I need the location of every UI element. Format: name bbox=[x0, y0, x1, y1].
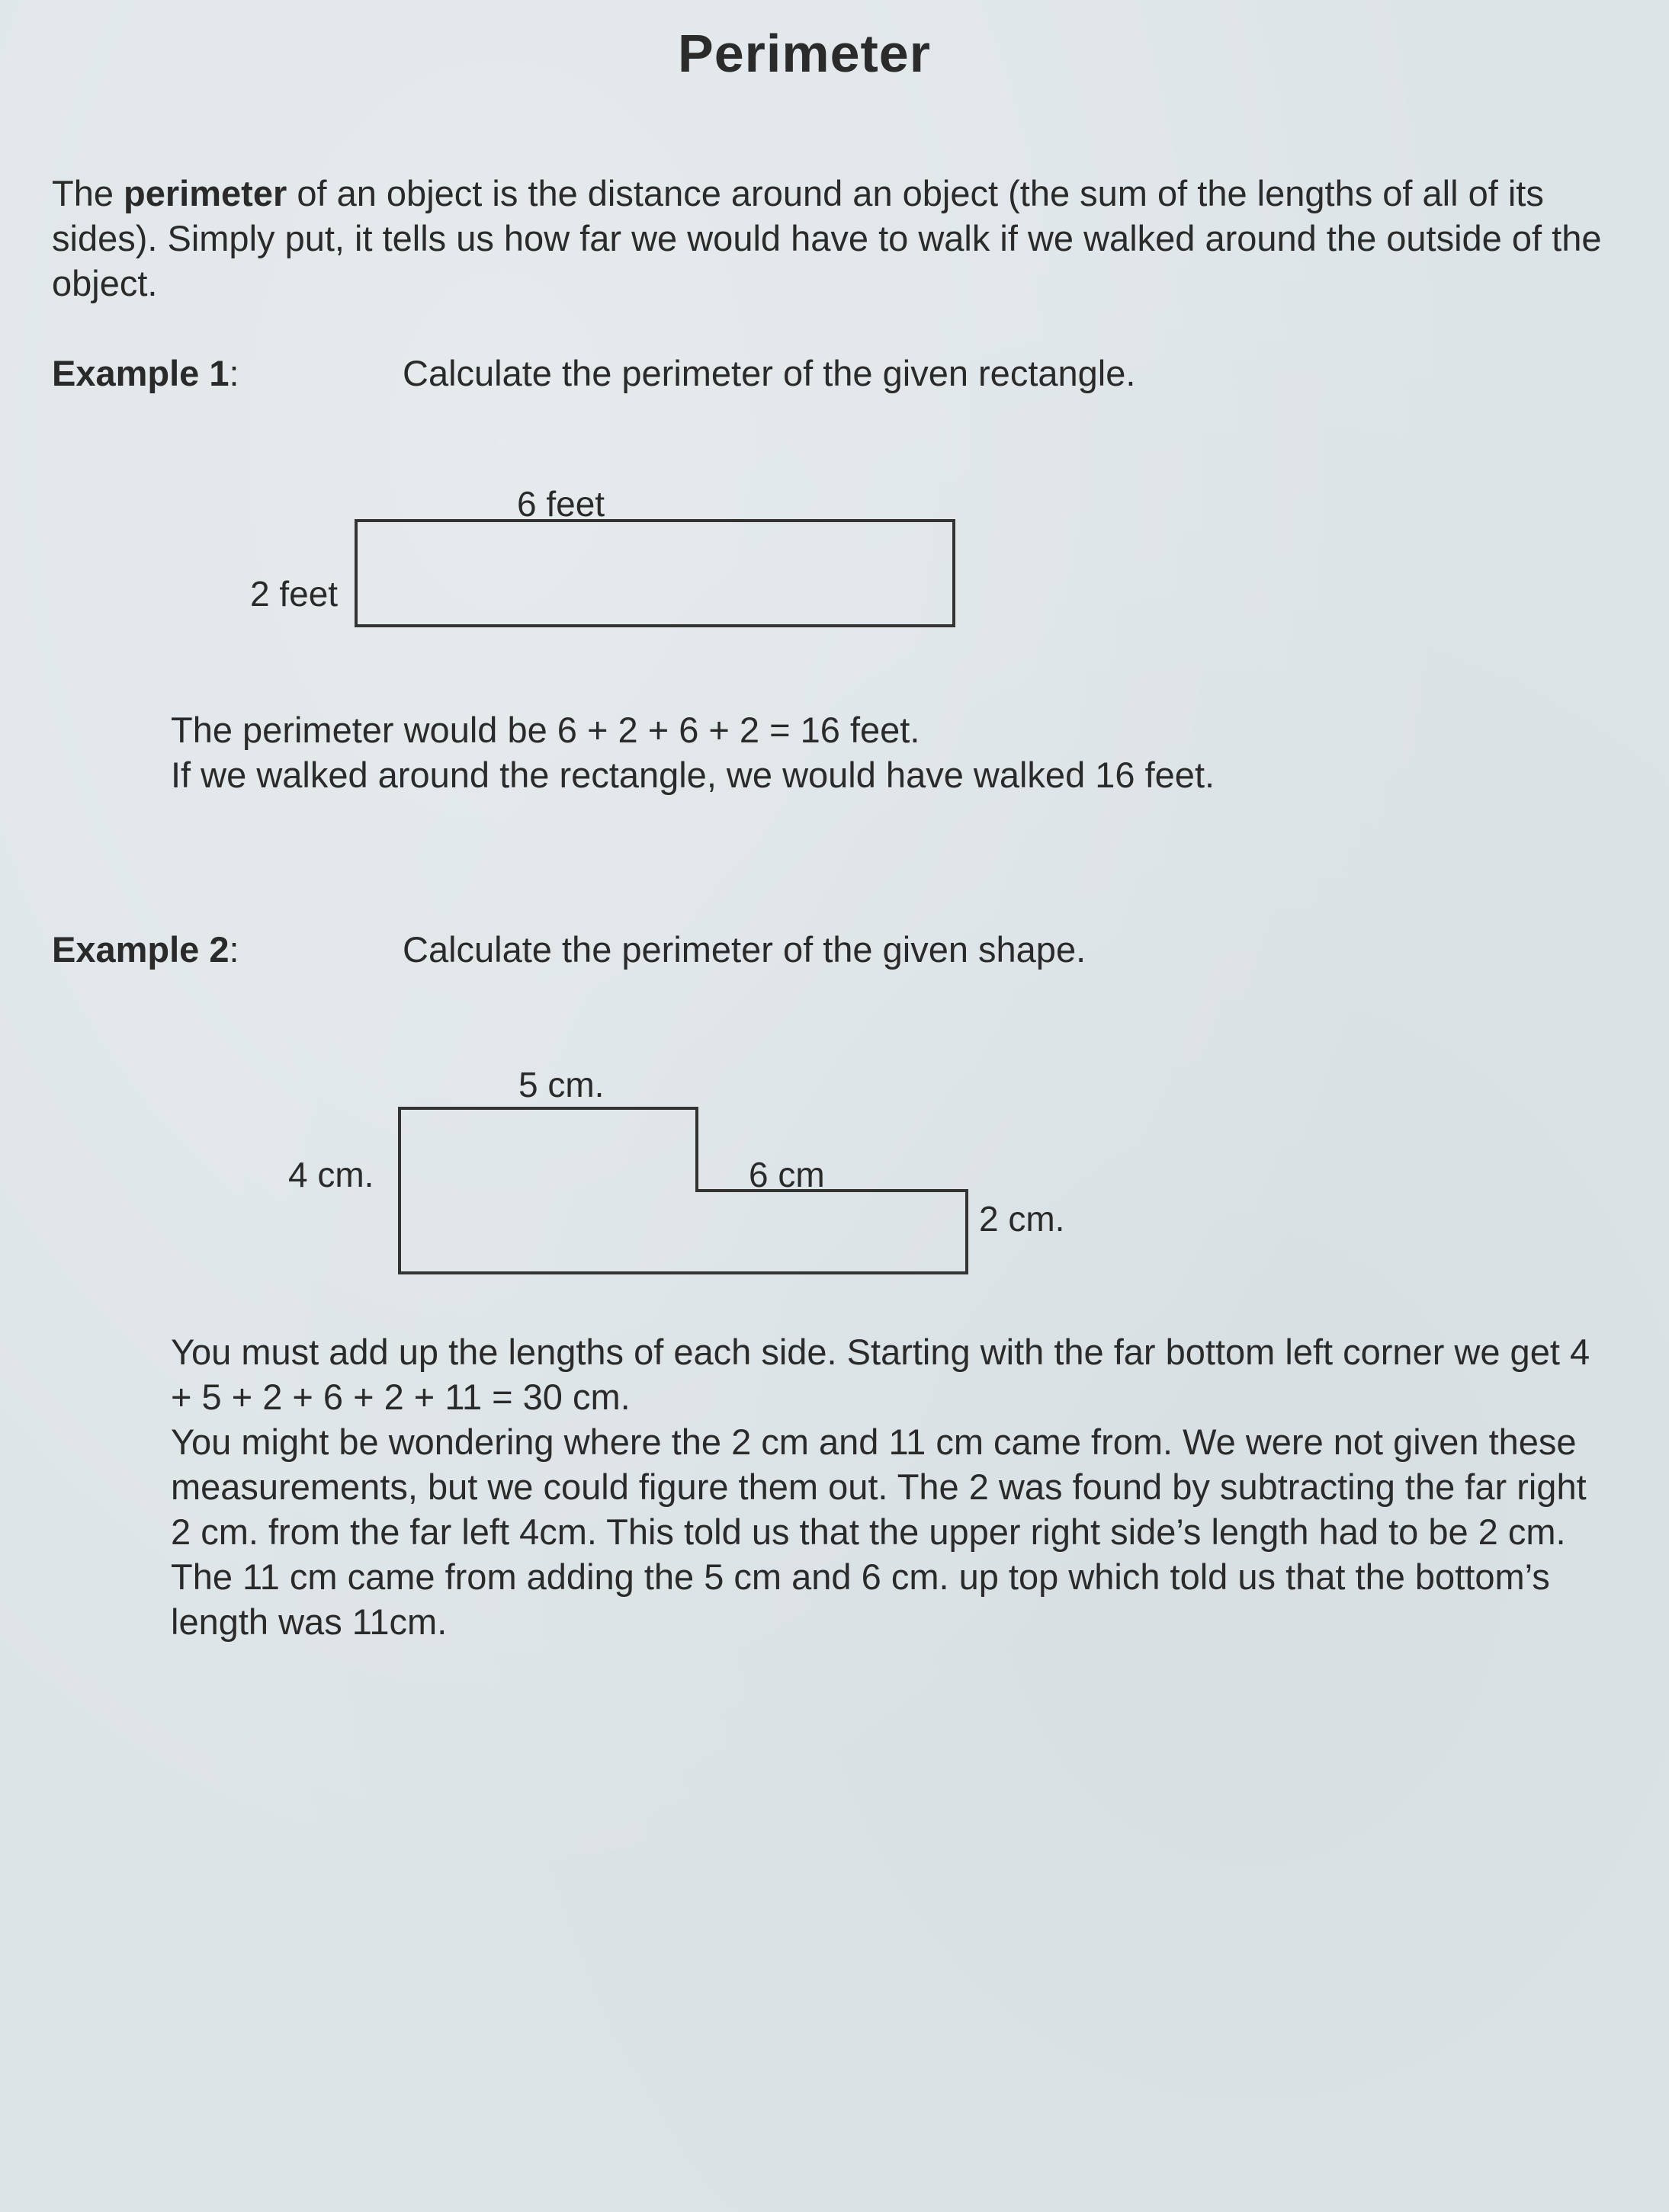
example-1-explanation bbox=[171, 707, 1604, 797]
rectangle-top-label: 6 feet bbox=[517, 484, 605, 524]
intro-rest: of an object is the distance around an object (the sum of the lengths of all of its sides). Simply put, it tells us how far we would have to walk if we walked around the outside of the object. bbox=[52, 173, 1602, 303]
rectangle-side-label: 2 feet bbox=[250, 574, 339, 614]
example-2-explanation-part-2: You might be wondering where the 2 cm and 11 cm came from. We were not given these measurements, but we could figure them out. The 2 was found by subtracting the far right 2 cm. from the far left 4cm. This told us that the upper right side’s length had to be 2 cm. The 11 cm came from adding the 5 cm and 6 cm. up top which told us that the bottom’s length was 11cm. bbox=[171, 1422, 1587, 1642]
example-2-explanation-part-1: You must add up the lengths of each side. Starting with the far bottom left corner we get 4 + 5 + 2 + 6 + 2 + 11 = 30 cm. bbox=[171, 1332, 1590, 1417]
l-shape-outline bbox=[400, 1108, 967, 1273]
example-2-task: Calculate the perimeter of the given shape. bbox=[403, 929, 1086, 970]
intro-term: perimeter bbox=[124, 173, 287, 213]
example-1-colon: : bbox=[229, 353, 239, 393]
page-title: Perimeter bbox=[678, 24, 931, 83]
rectangle-outline bbox=[356, 521, 954, 626]
example-2-colon: : bbox=[229, 929, 239, 970]
shape-right-label: 2 cm. bbox=[979, 1199, 1065, 1239]
shape-step-label: 6 cm bbox=[749, 1155, 825, 1194]
example-2-label: Example 2 bbox=[52, 929, 229, 970]
intro-prefix: The bbox=[52, 173, 124, 213]
example-1-heading bbox=[52, 351, 1136, 396]
l-shape-figure bbox=[396, 1105, 970, 1276]
example-1-label: Example 1 bbox=[52, 353, 229, 393]
intro-paragraph bbox=[52, 171, 1622, 306]
example-2-explanation bbox=[171, 1329, 1604, 1644]
example-1-explanation-line-1: The perimeter would be 6 + 2 + 6 + 2 = 16 feet. bbox=[171, 710, 920, 750]
example-2-heading bbox=[52, 927, 1086, 972]
shape-top-label: 5 cm. bbox=[518, 1065, 605, 1104]
rectangle-figure bbox=[354, 518, 956, 628]
example-1-task: Calculate the perimeter of the given rectangle. bbox=[403, 353, 1136, 393]
example-1-explanation-line-2: If we walked around the rectangle, we would have walked 16 feet. bbox=[171, 755, 1215, 795]
shape-left-label: 4 cm. bbox=[288, 1155, 374, 1194]
